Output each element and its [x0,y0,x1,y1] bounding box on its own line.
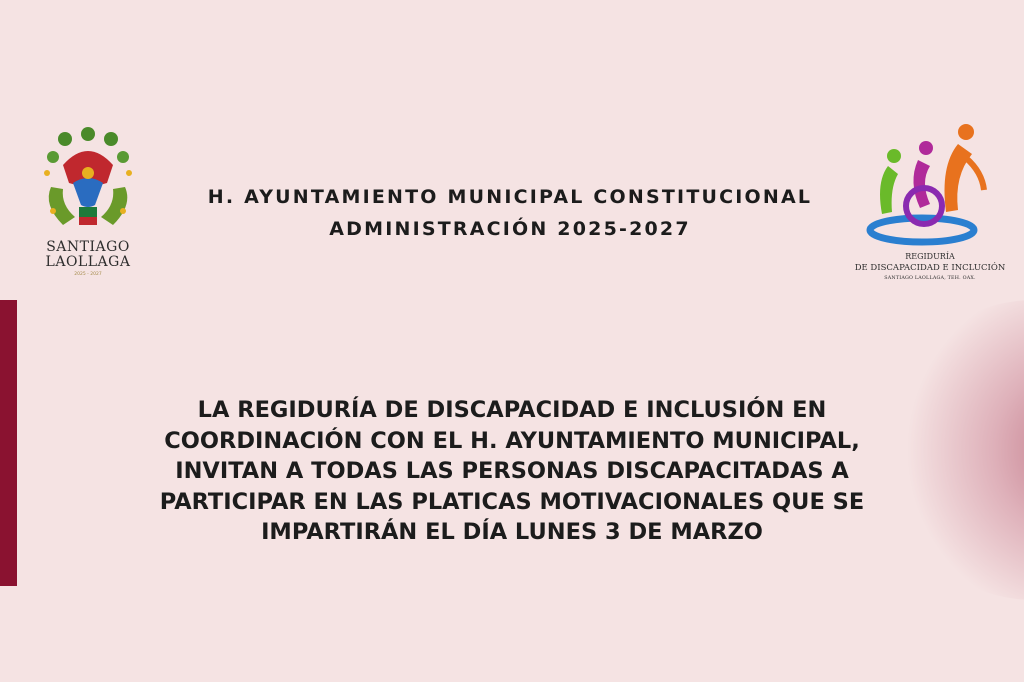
message-line: COORDINACIÓN CON EL H. AYUNTAMIENTO MUNICIPAL, [164,427,860,454]
accent-bar [0,300,17,586]
invitation-message [60,395,964,548]
inclusion-figures-logo-icon [862,122,992,250]
regiduria-subtitle: DE DISCAPACIDAD E INCLUCIÓN [854,263,1006,273]
regiduria-title: REGIDURÍA [905,252,955,261]
logo-years: 2025 - 2027 [74,272,102,277]
santiago-laollaga-logo [30,125,146,290]
message-line: IMPARTIRÁN EL DÍA LUNES 3 DE MARZO [261,519,763,545]
page-header [160,181,860,245]
header-line-2: ADMINISTRACIÓN 2025-2027 [329,218,691,240]
municipality-name-line2: LAOLLAGA [45,254,131,270]
message-line: LA REGIDURÍA DE DISCAPACIDAD E INCLUSIÓN EN [197,397,827,423]
municipal-coat-of-arms-icon [33,125,143,240]
regiduria-location: SANTIAGO LAOLLAGA, TEH. OAX. [884,276,976,281]
regiduria-logo [840,122,1020,281]
message-line: PARTICIPAR EN LAS PLATICAS MOTIVACIONALES QUE SE [159,488,865,515]
municipality-name-line1: SANTIAGO [46,239,130,255]
message-line: INVITAN A TODAS LAS PERSONAS DISCAPACITADAS A [175,458,849,484]
header-line-1: H. AYUNTAMIENTO MUNICIPAL CONSTITUCIONAL [207,186,813,208]
